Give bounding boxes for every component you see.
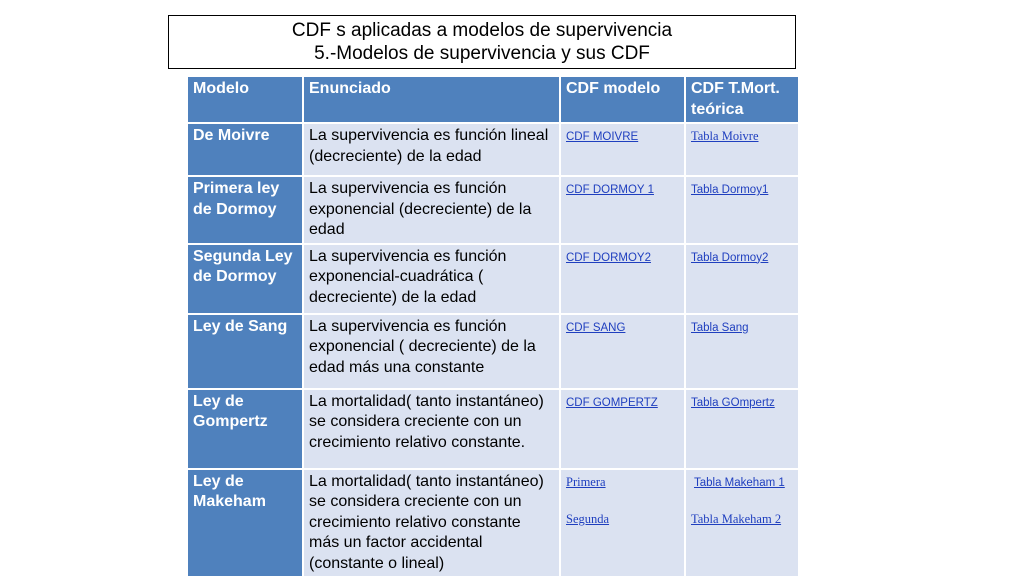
- header-cdf-modelo: CDF modelo: [560, 76, 685, 123]
- header-modelo: Modelo: [187, 76, 303, 123]
- cdf-makeham-segunda-link[interactable]: Segunda: [566, 512, 610, 526]
- tabla-moivre-link[interactable]: Tabla Moivre: [691, 129, 759, 143]
- row-modelo: Segunda Ley de Dormoy: [187, 244, 303, 314]
- cdf-makeham-primera-link[interactable]: Primera: [566, 474, 606, 489]
- table-header-row: [187, 76, 799, 123]
- tabla-dormoy1-link[interactable]: Tabla Dormoy1: [691, 184, 769, 196]
- cdf-sang-link[interactable]: CDF SANG: [566, 321, 626, 334]
- tabla-makeham1-link[interactable]: Tabla Makeham 1: [694, 476, 785, 489]
- row-enunciado: La supervivencia es función exponencial (decreciente) de la edad: [303, 176, 560, 244]
- tabla-dormoy2-link[interactable]: Tabla Dormoy2: [691, 251, 769, 264]
- table-row: [187, 314, 799, 389]
- cdf-moivre-link[interactable]: CDF MOIVRE: [566, 131, 639, 143]
- table-row: [187, 244, 799, 314]
- row-enunciado: La mortalidad( tanto instantáneo) se considera creciente con un crecimiento relativo constante.: [303, 389, 560, 469]
- tabla-makeham2-link[interactable]: Tabla Makeham 2: [691, 512, 782, 526]
- table-row: [187, 469, 799, 578]
- cdf-gompertz-link[interactable]: CDF GOMPERTZ: [566, 396, 658, 409]
- row-enunciado: La supervivencia es función exponencial-cuadrática ( decreciente) de la edad: [303, 244, 560, 314]
- cdf-dormoy2-link[interactable]: CDF DORMOY2: [566, 251, 651, 264]
- row-modelo: De Moivre: [187, 123, 303, 176]
- cdf-models-table: [186, 75, 800, 578]
- header-cdf-teorica: CDF T.Mort. teórica: [685, 76, 799, 123]
- cdf-dormoy1-link[interactable]: CDF DORMOY 1: [566, 184, 654, 196]
- tabla-sang-link[interactable]: Tabla Sang: [691, 321, 749, 334]
- row-modelo: Ley de Makeham: [187, 469, 303, 578]
- header-enunciado: Enunciado: [303, 76, 560, 123]
- slide-title-line2: 5.-Modelos de supervivencia y sus CDF: [314, 43, 650, 64]
- tabla-gompertz-link[interactable]: Tabla GOmpertz: [691, 396, 775, 409]
- row-modelo: Ley de Sang: [187, 314, 303, 389]
- row-enunciado: La supervivencia es función lineal (decreciente) de la edad: [303, 123, 560, 176]
- row-modelo: Primera ley de Dormoy: [187, 176, 303, 244]
- row-modelo: Ley de Gompertz: [187, 389, 303, 469]
- table-row: [187, 176, 799, 244]
- row-enunciado: La mortalidad( tanto instantáneo) se considera creciente con un crecimiento relativo constante más un factor accidental (constante o lineal): [303, 469, 560, 578]
- slide-title-line1: CDF s aplicadas a modelos de supervivencia: [291, 20, 673, 41]
- table-row: [187, 123, 799, 176]
- row-enunciado: La supervivencia es función exponencial ( decreciente) de la edad más una constante: [303, 314, 560, 389]
- table-row: [187, 389, 799, 469]
- slide-title-box: [168, 15, 796, 69]
